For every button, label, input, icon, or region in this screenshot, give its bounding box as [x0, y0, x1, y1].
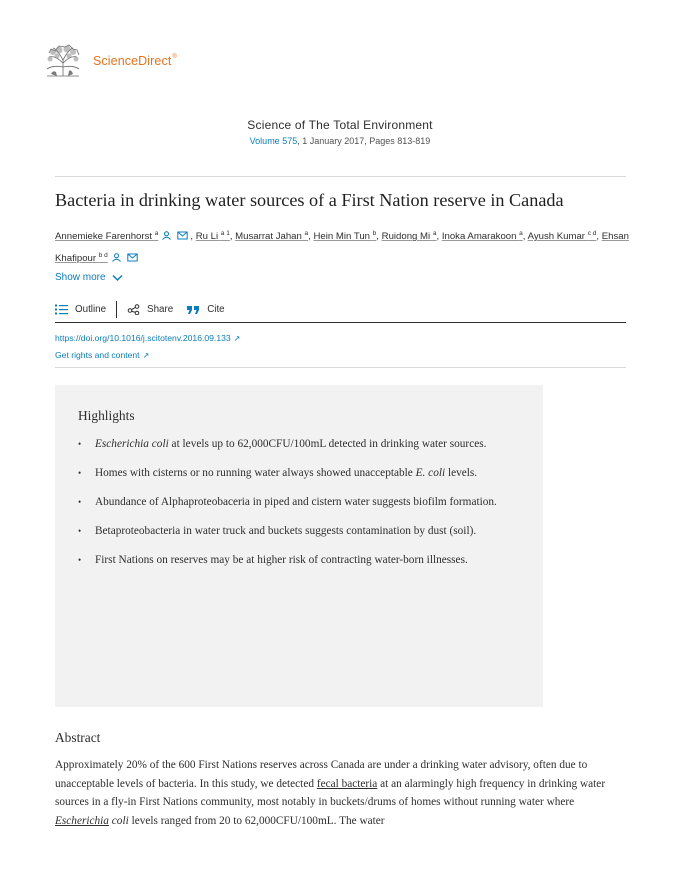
text-run: at an alarmingly high frequency in drinking water sources in a fly-in First Nations community, most notably in buckets/drums of homes without running water where [55, 777, 606, 809]
author-link[interactable] [313, 231, 376, 242]
abstract-title: Abstract [55, 730, 101, 745]
author [196, 231, 230, 242]
highlight-item [78, 522, 518, 541]
cite-button[interactable] [187, 304, 224, 315]
site-header [43, 43, 177, 79]
author [528, 231, 597, 242]
outline-button[interactable] [55, 304, 106, 315]
term-link[interactable]: fecal bacteria [316, 777, 378, 790]
text-run: at levels up to 62,000CFU/100mL detected in drinking water sources. [168, 438, 487, 450]
highlight-item [78, 551, 518, 570]
highlight-item [78, 464, 518, 483]
person-icon[interactable] [111, 253, 122, 262]
author-name: Musarrat Jahan [235, 231, 302, 243]
author-link[interactable] [382, 231, 437, 242]
external-link-icon: ↗ [233, 334, 241, 343]
text-run: coli [111, 815, 129, 828]
text-run: Approximately 20% of the 600 First Nations reserves across Canada are under a drinking water advisory, often due to unacceptable levels of bacteria. In this study, we detected [55, 759, 588, 790]
author [235, 231, 308, 242]
text-run: First Nations on reserves may be at higher risk of contracting water-born illnesses. [95, 554, 468, 566]
email-icon[interactable] [127, 253, 138, 262]
chevron-down-icon [112, 274, 123, 282]
trademark: ® [172, 54, 177, 60]
elsevier-logo-icon[interactable] [43, 43, 83, 79]
doi-link[interactable] [55, 330, 240, 347]
author-name: Ru Li [195, 231, 219, 243]
text-run: Betaproteobacteria in water truck and buckets suggests contamination by dust (soil). [95, 525, 477, 537]
author [313, 231, 376, 242]
brand-text: ScienceDirect [93, 54, 172, 68]
external-link-icon: ↗ [142, 351, 150, 360]
cite-label: Cite [207, 303, 225, 315]
text-run: Homes with cisterns or no running water always showed unacceptable [95, 467, 416, 479]
author-link[interactable] [235, 231, 308, 242]
brand-name[interactable] [93, 54, 177, 68]
author-name: Inoka Amarakoon [441, 231, 517, 243]
author-link[interactable] [55, 231, 158, 242]
affiliation-marker: b d [98, 252, 108, 260]
highlight-item [78, 435, 518, 454]
header-divider [55, 176, 626, 177]
person-icon[interactable] [161, 231, 172, 240]
author-name: Hein Min Tun [313, 231, 370, 243]
author [55, 231, 190, 242]
affiliation-marker: a [304, 230, 309, 237]
show-more-label: Show more [55, 272, 106, 283]
toolbar-divider [55, 322, 626, 323]
text-run: Escherichia coli [95, 438, 169, 450]
volume-link[interactable]: Volume 575 [249, 136, 298, 146]
term-link[interactable]: Escherichia [55, 815, 109, 828]
highlights-list [78, 435, 518, 580]
show-more-button[interactable] [55, 272, 123, 283]
journal-name[interactable]: Science of The Total Environment [247, 118, 433, 132]
text-run: levels ranged from 20 to 62,000CFU/100mL. The water [128, 815, 385, 828]
issue-date-pages: , 1 January 2017, Pages 813-819 [297, 136, 431, 146]
highlights-title: Highlights [78, 408, 135, 423]
share-label: Share [147, 303, 174, 315]
affiliation-marker: a 1 [220, 230, 230, 237]
rights-link[interactable] [55, 347, 240, 364]
author-link[interactable] [442, 231, 523, 242]
affiliation-marker: b [372, 230, 377, 237]
author-link[interactable] [196, 231, 230, 242]
outline-label: Outline [75, 303, 107, 315]
journal-info [0, 118, 680, 146]
author-name: Annemieke Farenhorst [55, 231, 153, 243]
rights-text: Get rights and content [55, 350, 140, 360]
doi-block [55, 330, 240, 364]
affiliation-marker: a [154, 230, 159, 237]
text-run: levels. [445, 467, 478, 479]
text-run: E. coli [415, 467, 446, 479]
author [442, 231, 523, 242]
doi-text: https://doi.org/10.1016/j.scitotenv.2016.09.133 [55, 333, 231, 343]
doi-divider [55, 367, 626, 368]
article-toolbar [55, 299, 225, 319]
share-icon [127, 304, 140, 315]
article-title: Bacteria in drinking water sources of a First Nation reserve in Canada [55, 190, 564, 210]
email-icon[interactable] [177, 231, 188, 240]
author-name: Ayush Kumar [527, 231, 586, 243]
text-run: Abundance of Alphaproteobaceria in piped and cistern water suggests biofilm formation. [95, 496, 497, 508]
list-icon [55, 304, 68, 315]
highlight-item [78, 493, 518, 512]
share-button[interactable] [127, 304, 173, 315]
affiliation-marker: a [432, 230, 437, 237]
toolbar-separator [116, 301, 117, 318]
affiliation-marker: a [519, 230, 523, 237]
highlights-box [55, 385, 543, 707]
author-name: Ruidong Mi [381, 231, 431, 243]
author-name: Ehsan Khafipour [55, 231, 629, 265]
author [382, 231, 437, 242]
author-link[interactable] [528, 231, 597, 242]
journal-meta [0, 136, 680, 146]
affiliation-marker: c d [587, 230, 597, 237]
author-list: Annemieke Farenhorst $^a$ , Ru Li $^{a 1}$, Musarrat Jahan $^a$, Hein Min Tun $^b$, Ruidong Mi $^a$, Inoka Amarakoon $^a$, Ayush Kumar $^{c d}$, Ehsan Khafipour $^{b d}$ [55, 230, 629, 265]
quote-icon [187, 304, 200, 315]
abstract-text [55, 756, 630, 831]
